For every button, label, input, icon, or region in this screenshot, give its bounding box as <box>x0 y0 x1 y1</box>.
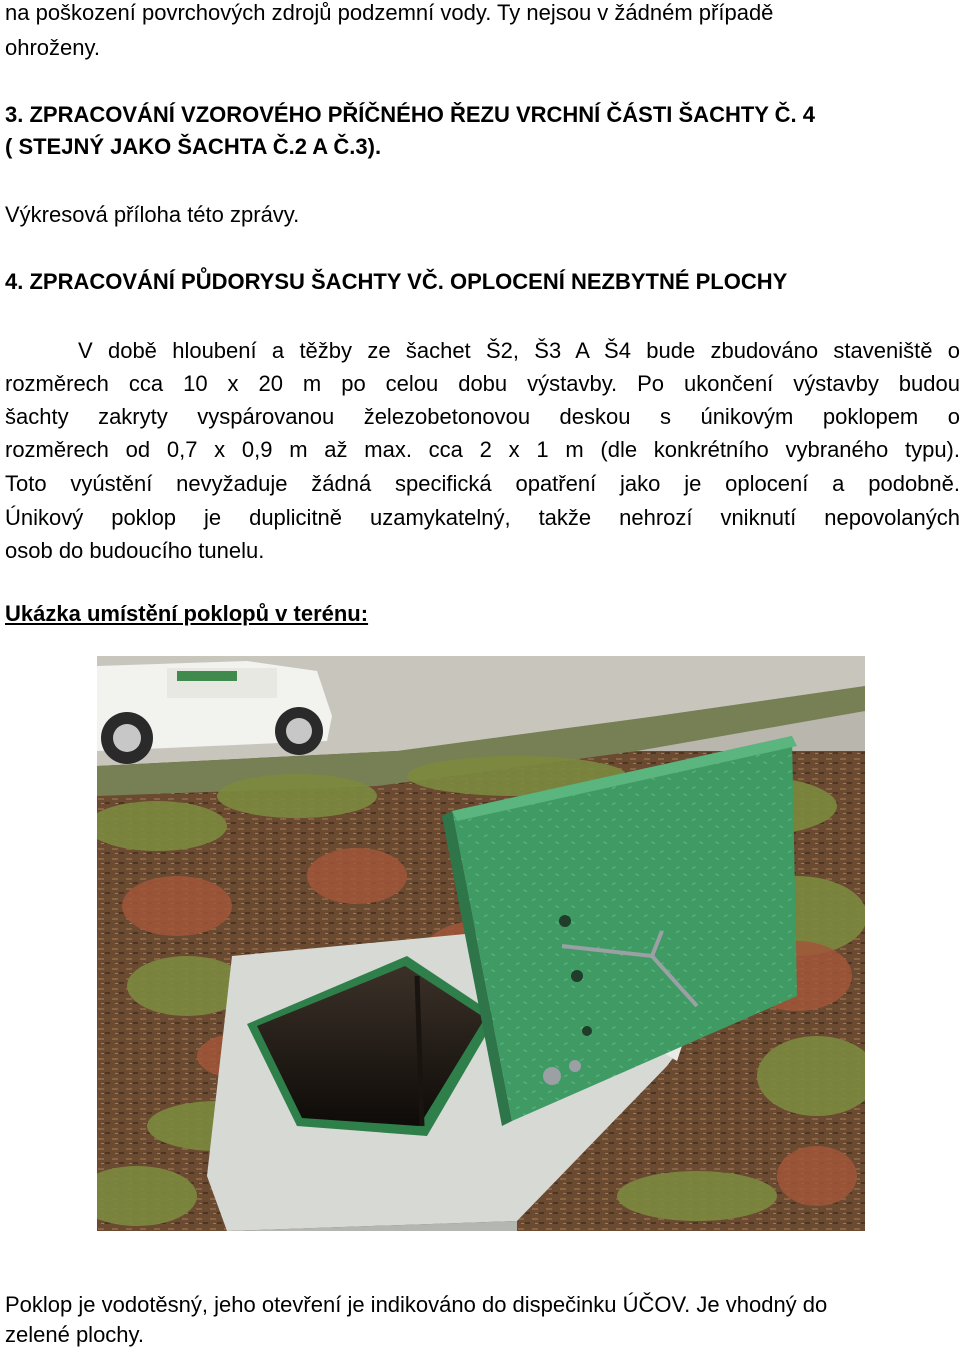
paragraph-line: ohroženy. <box>5 35 100 60</box>
drawing-note: Výkresová příloha této zprávy. <box>5 202 300 227</box>
section-3-heading-cont: ( STEJNÝ JAKO ŠACHTA Č.2 A Č.3). <box>5 134 382 159</box>
paragraph-line: šachty zakryty vyspárovanou železobetonovou deskou s únikovým poklopem o <box>5 404 960 429</box>
caption-line: zelené plochy. <box>5 1322 145 1347</box>
manhole-cover-photo <box>97 656 865 1231</box>
paragraph-line: osob do budoucího tunelu. <box>5 538 265 563</box>
example-heading: Ukázka umístění poklopů v terénu: <box>5 601 369 626</box>
caption-line: Poklop je vodotěsný, jeho otevření je indikováno do dispečinku ÚČOV. Je vhodný do <box>5 1292 828 1317</box>
paragraph-line: Toto vyústění nevyžaduje žádná specifická opatření jako je oplocení a podobně. <box>5 471 960 496</box>
paragraph-line: na poškození povrchových zdrojů podzemní vody. Ty nejsou v žádném případě <box>5 0 774 25</box>
section-3-heading: 3. ZPRACOVÁNÍ VZOROVÉHO PŘÍČNÉHO ŘEZU VRCHNÍ ČÁSTI ŠACHTY Č. 4 <box>5 102 816 127</box>
paragraph-line: Únikový poklop je duplicitně uzamykatelný, takže nehrozí vniknutí nepovolaných <box>5 505 960 530</box>
paragraph-line: rozměrech cca 10 x 20 m po celou dobu výstavby. Po ukončení výstavby budou <box>5 371 960 396</box>
section-4-heading: 4. ZPRACOVÁNÍ PŮDORYSU ŠACHTY VČ. OPLOCENÍ NEZBYTNÉ PLOCHY <box>5 269 788 294</box>
paragraph-line: rozměrech od 0,7 x 0,9 m až max. cca 2 x 1 m (dle konkrétního vybraného typu). <box>5 437 960 462</box>
paragraph-line: V době hloubení a těžby ze šachet Š2, Š3 A Š4 bude zbudováno staveniště o <box>78 338 960 363</box>
